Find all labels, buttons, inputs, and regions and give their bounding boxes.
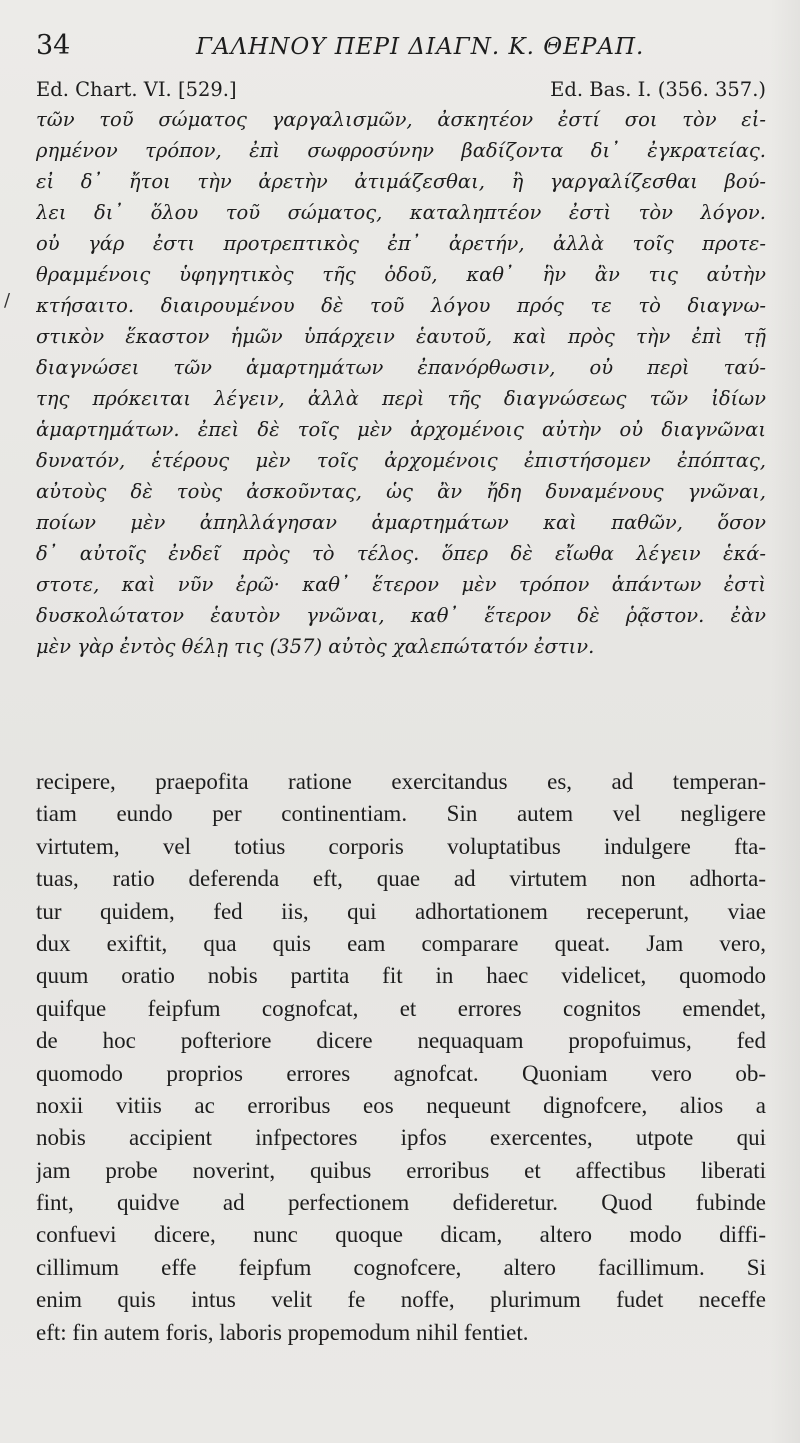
- latin-line: eft: fin autem foris, laboris propemodum nihil fentiet.: [36, 1319, 529, 1345]
- greek-line: στοτε, καὶ νῦν ἐρῶ· καθ᾽ ἕτερον μὲν τρόπον ἁπάντων ἐστὶ: [36, 573, 766, 596]
- greek-line: δυνατόν, ἑτέρους μὲν τοῖς ἀρχομένοις ἐπιστήσομεν ἐπόπτας,: [36, 449, 766, 472]
- latin-line: noxii vitiis ac erroribus eos nequeunt dignofcere, alios a: [36, 1092, 766, 1118]
- latin-line: tuas, ratio deferenda eft, quae ad virtutem non adhorta-: [36, 866, 766, 892]
- latin-line: quifque feipfum cognofcat, et errores cognitos emendet,: [36, 995, 766, 1021]
- greek-line: δ᾽ αὐτοῖς ἐνδεῖ πρὸς τὸ τέλος. ὅπερ δὲ εἴωθα λέγειν ἑκά-: [36, 542, 766, 565]
- greek-line: θραμμένοις ὑφηγητικὸς τῆς ὁδοῦ, καθ᾽ ἣν ἂν τις αὐτὴν: [36, 263, 766, 286]
- greek-line: ρημένον τρόπον, ἐπὶ σωφροσύνην βαδίζοντα δι᾽ ἐγκρατείας.: [36, 139, 766, 162]
- latin-line: de hoc pofteriore dicere nequaquam propofuimus, fed: [36, 1028, 766, 1054]
- latin-line: confuevi dicere, nunc quoque dicam, altero modo diffi-: [36, 1222, 766, 1248]
- latin-line: tur quidem, fed iis, qui adhortationem receperunt, viae: [36, 898, 766, 924]
- greek-text-block: [36, 104, 766, 662]
- running-title: ΓΑΛΗΝΟΥ ΠΕΡΙ ΔΙΑΓΝ. Κ. ΘΕΡΑΠ.: [196, 34, 645, 60]
- greek-line: ἁμαρτημάτων. ἐπεὶ δὲ τοῖς μὲν ἀρχομένοις αὐτὴν οὐ διαγνῶναι: [36, 418, 766, 441]
- greek-line: ποίων μὲν ἀπηλλάγησαν ἁμαρτημάτων καὶ παθῶν, ὅσον: [36, 511, 766, 534]
- edition-basel: Ed. Bas. I. (356. 357.): [550, 78, 766, 101]
- latin-line: jam probe noverint, quibus erroribus et affectibus liberati: [36, 1157, 766, 1183]
- running-head: [36, 28, 766, 64]
- greek-line: τῶν τοῦ σώματος γαργαλισμῶν, ἀσκητέον ἐστί σοι τὸν εἰ-: [36, 108, 766, 131]
- latin-line: quomodo proprios errores agnofcat. Quoniam vero ob-: [36, 1060, 766, 1086]
- page-edge-shadow: [770, 0, 800, 1443]
- greek-line: οὐ γάρ ἐστι προτρεπτικὸς ἐπ᾽ ἀρετήν, ἀλλὰ τοῖς προτε-: [36, 232, 766, 255]
- edition-references: [36, 76, 766, 104]
- latin-line: dux exiftit, qua quis eam comparare queat. Jam vero,: [36, 930, 766, 956]
- greek-line: λει δι᾽ ὅλου τοῦ σώματος, καταληπτέον ἐστὶ τὸν λόγον.: [36, 201, 766, 224]
- greek-line: κτήσαιτο. διαιρουμένου δὲ τοῦ λόγου πρός τε τὸ διαγνω-: [36, 294, 766, 317]
- greek-line: δυσκολώτατον ἑαυτὸν γνῶναι, καθ᾽ ἕτερον δὲ ῥᾷστον. ἐὰν: [36, 604, 766, 627]
- greek-line: στικὸν ἕκαστον ἡμῶν ὑπάρχειν ἑαυτοῦ, καὶ πρὸς τὴν ἐπὶ τῇ: [36, 325, 766, 348]
- latin-line: fint, quidve ad perfectionem defideretur. Quod fubinde: [36, 1190, 766, 1216]
- margin-mark: /: [4, 290, 11, 311]
- latin-line: enim quis intus velit fe noffe, plurimum fudet neceffe: [36, 1287, 766, 1313]
- greek-line: εἰ δ᾽ ἤτοι τὴν ἀρετὴν ἀτιμάζεσθαι, ἢ γαργαλίζεσθαι βού-: [36, 170, 766, 193]
- latin-text-block: [36, 766, 766, 1349]
- greek-line: μὲν γὰρ ἐντὸς θέλῃ τις (357) αὐτὸς χαλεπώτατόν ἐστιν.: [36, 635, 595, 658]
- greek-line: της πρόκειται λέγειν, ἀλλὰ περὶ τῆς διαγνώσεως τῶν ἰδίων: [36, 387, 766, 410]
- latin-line: quum oratio nobis partita fit in haec videlicet, quomodo: [36, 963, 766, 989]
- page-number: 34: [36, 30, 71, 61]
- greek-line: αὐτοὺς δὲ τοὺς ἀσκοῦντας, ὡς ἂν ἤδη δυναμένους γνῶναι,: [36, 480, 766, 503]
- greek-line: διαγνώσει τῶν ἁμαρτημάτων ἐπανόρθωσιν, οὐ περὶ ταύ-: [36, 356, 766, 379]
- latin-line: virtutem, vel totius corporis voluptatibus indulgere fta-: [36, 833, 766, 859]
- latin-line: nobis accipient infpectores ipfos exercentes, utpote qui: [36, 1125, 766, 1151]
- latin-line: tiam eundo per continentiam. Sin autem vel negligere: [36, 801, 766, 827]
- edition-chartier: Ed. Chart. VI. [529.]: [36, 78, 237, 101]
- latin-line: recipere, praepofita ratione exercitandus es, ad temperan-: [36, 769, 766, 794]
- latin-line: cillimum effe feipfum cognofcere, altero facillimum. Si: [36, 1254, 766, 1280]
